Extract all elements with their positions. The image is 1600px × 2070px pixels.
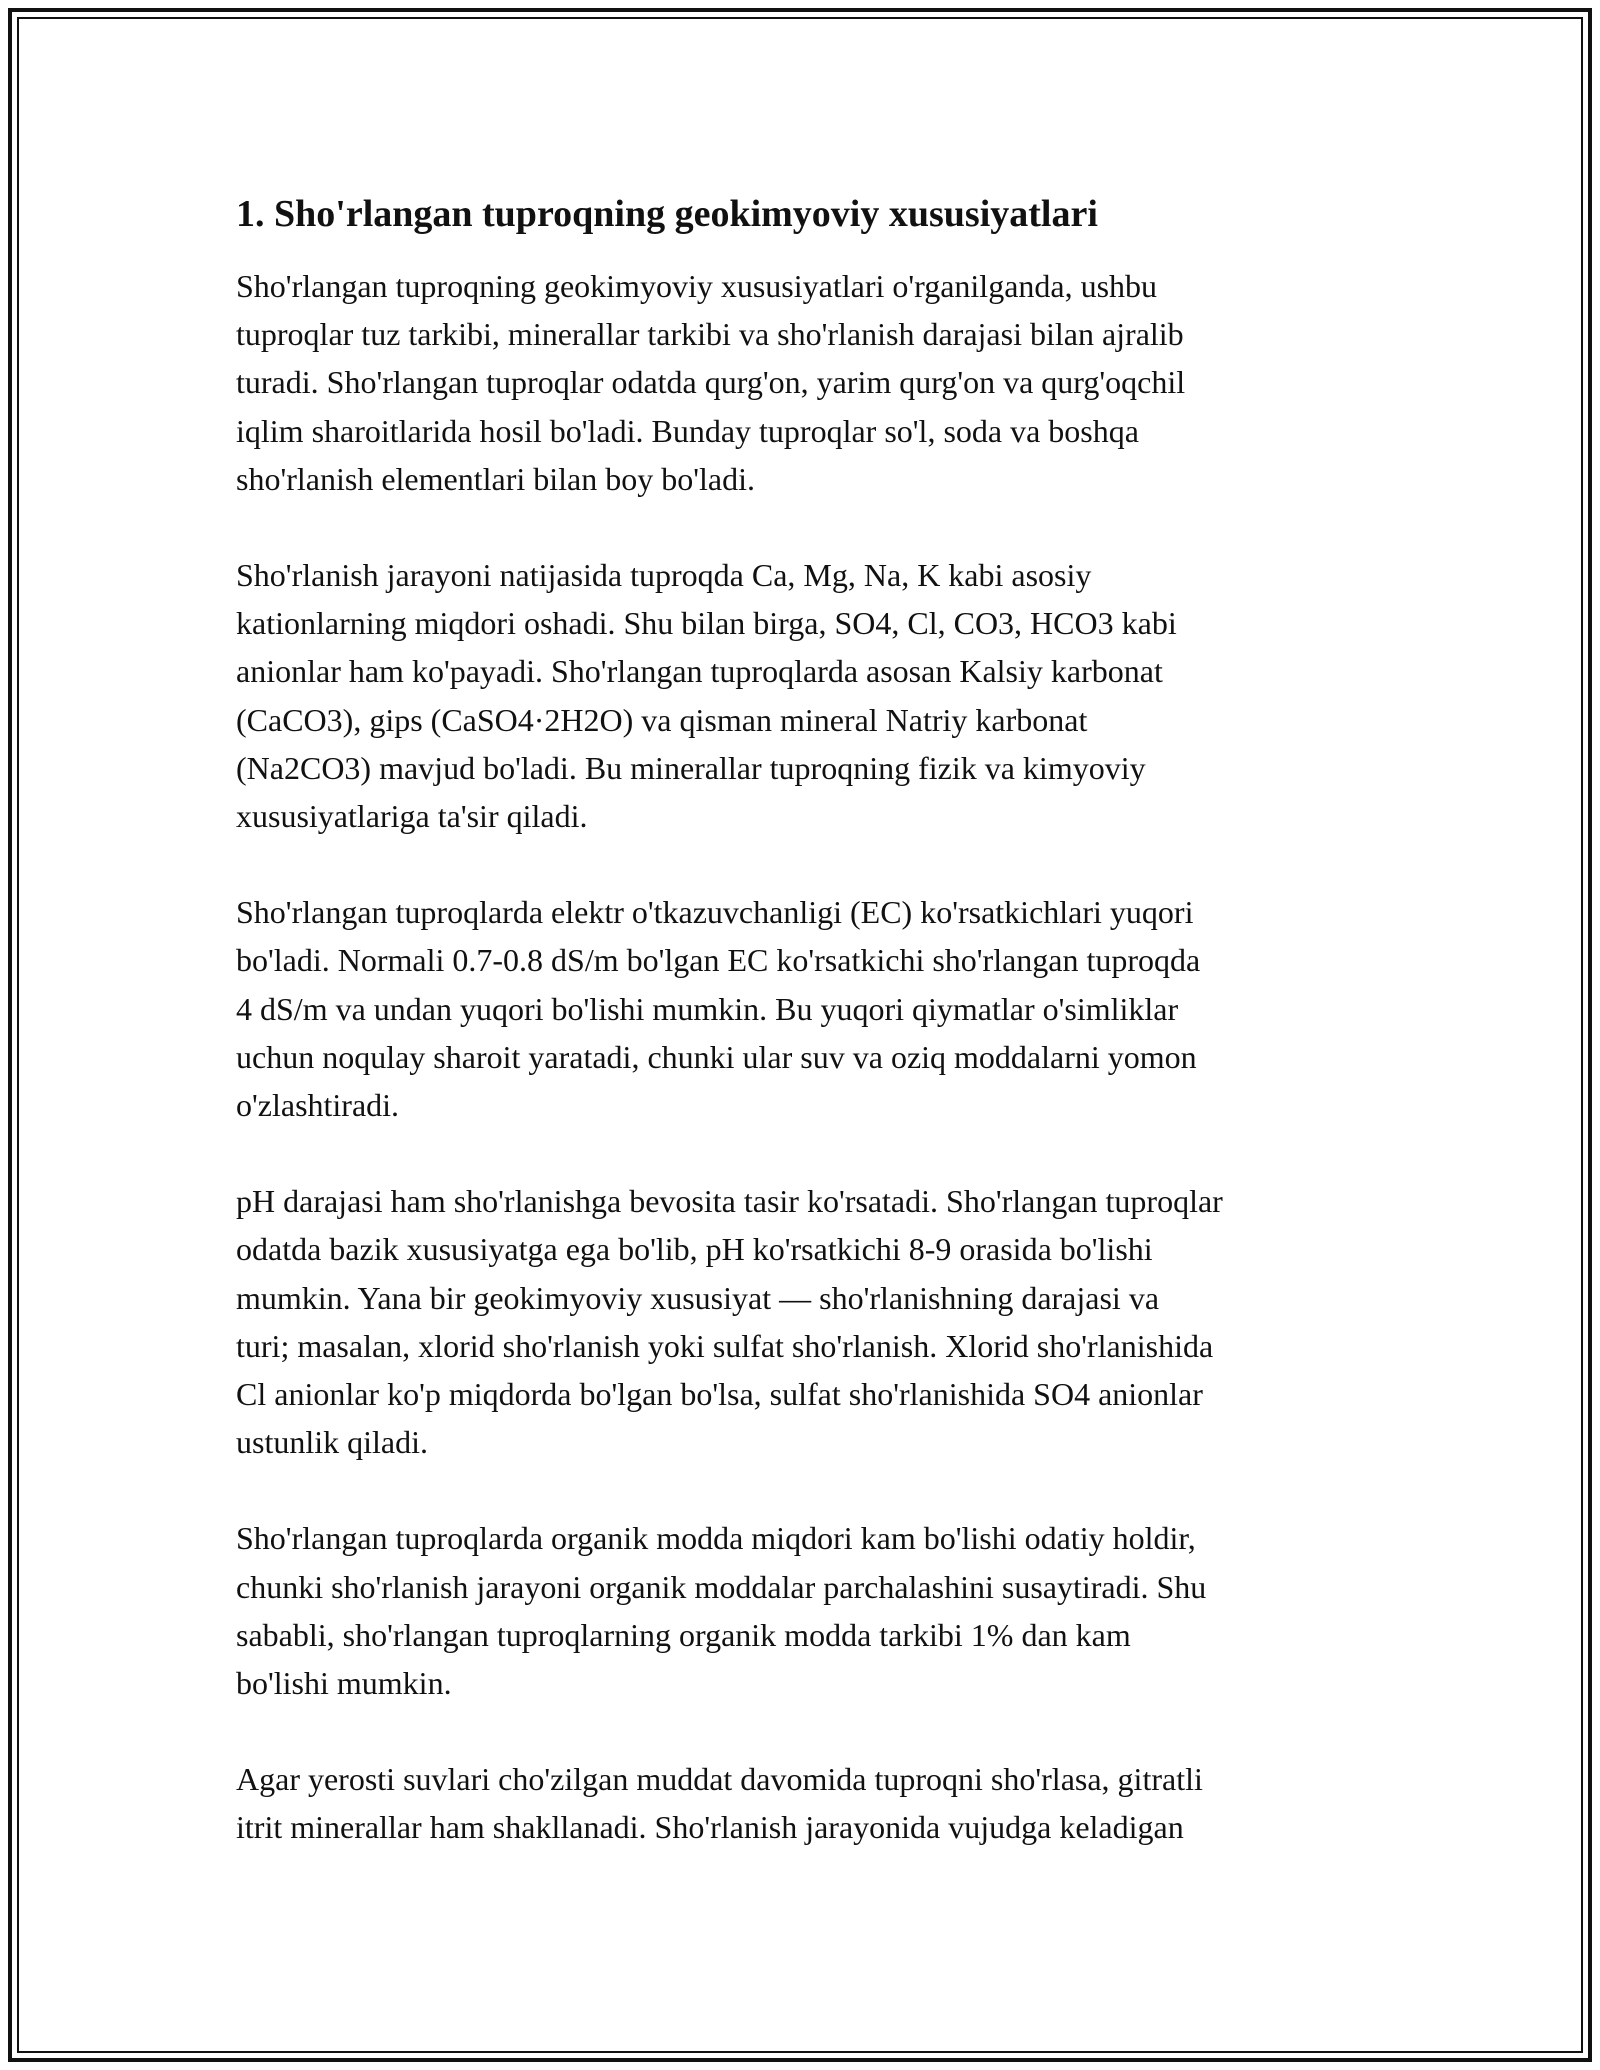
text-line: Sho'rlanish jarayoni natijasida tuproqda Ca, Mg, Na, K kabi asosiy — [236, 557, 1092, 594]
text-line: xususiyatlariga ta'sir qiladi. — [236, 798, 588, 835]
text-line: ustunlik qiladi. — [236, 1424, 428, 1461]
document-body — [236, 186, 1386, 1900]
paragraph-4 — [236, 1177, 1386, 1466]
text-line: sho'rlanish elementlari bilan boy bo'ladi. — [236, 460, 755, 497]
text-line: (CaCO3), gips (CaSO4·2H2O) va qisman mineral Natriy karbonat — [236, 701, 1088, 738]
paragraph-1 — [236, 262, 1386, 503]
text-line: odatda bazik xususiyatga ega bo'lib, pH ko'rsatkichi 8-9 orasida bo'lishi — [236, 1231, 1153, 1268]
text-line: bo'lishi mumkin. — [236, 1665, 452, 1702]
text-line: uchun noqulay sharoit yaratadi, chunki ular suv va oziq moddalarni yomon — [236, 1038, 1197, 1075]
text-line: Cl anionlar ko'p miqdorda bo'lgan bo'lsa, sulfat sho'rlanishida SO4 anionlar — [236, 1376, 1203, 1413]
text-line: turi; masalan, xlorid sho'rlanish yoki sulfat sho'rlanish. Xlorid sho'rlanishida — [236, 1327, 1214, 1364]
text-line: Sho'rlangan tuproqning geokimyoviy xususiyatlari o'rganilganda, ushbu — [236, 268, 1158, 304]
text-line: anionlar ham ko'payadi. Sho'rlangan tuproqlarda asosan Kalsiy karbonat — [236, 653, 1163, 690]
text-line: tuproqlar tuz tarkibi, minerallar tarkibi va sho'rlanish darajasi bilan ajralib — [236, 316, 1184, 353]
paragraph-6 — [236, 1755, 1386, 1851]
text-line: 4 dS/m va undan yuqori bo'lishi mumkin. Bu yuqori qiymatlar o'simliklar — [236, 990, 1179, 1027]
text-line: bo'ladi. Normali 0.7-0.8 dS/m bo'lgan EC ko'rsatkichi sho'rlangan tuproqda — [236, 942, 1201, 979]
paragraph-5 — [236, 1514, 1386, 1707]
text-line: Sho'rlangan tuproqlarda organik modda miqdori kam bo'lishi odatiy holdir, — [236, 1520, 1196, 1557]
text-line: (Na2CO3) mavjud bo'ladi. Bu minerallar tuproqning fizik va kimyoviy — [236, 749, 1146, 786]
text-line: sababli, sho'rlangan tuproqlarning organik modda tarkibi 1% dan kam — [236, 1616, 1131, 1653]
text-line: kationlarning miqdori oshadi. Shu bilan birga, SO4, Cl, CO3, HCO3 kabi — [236, 605, 1177, 642]
text-line: Agar yerosti suvlari cho'zilgan muddat davomida tuproqni sho'rlasa, gitratli — [236, 1761, 1203, 1798]
text-line: Sho'rlangan tuproqlarda elektr o'tkazuvchanligi (EC) ko'rsatkichlari yuqori — [236, 894, 1194, 931]
paragraph-2 — [236, 551, 1386, 840]
text-line: chunki sho'rlanish jarayoni organik moddalar parchalashini susaytiradi. Shu — [236, 1568, 1207, 1605]
paragraph-3 — [236, 888, 1386, 1129]
text-line: itrit minerallar ham shakllanadi. Sho'rlanish jarayonida vujudga keladigan — [236, 1809, 1184, 1846]
text-line: iqlim sharoitlarida hosil bo'ladi. Bunday tuproqlar so'l, soda va boshqa — [236, 412, 1139, 449]
text-line: turadi. Sho'rlangan tuproqlar odatda qurg'on, yarim qurg'on va qurg'oqchil — [236, 364, 1186, 401]
section-heading: 1. Sho'rlangan tuproqning geokimyoviy xususiyatlari — [236, 193, 1098, 235]
text-line: o'zlashtiradi. — [236, 1087, 400, 1124]
text-line: pH darajasi ham sho'rlanishga bevosita tasir ko'rsatadi. Sho'rlangan tuproqlar — [236, 1183, 1223, 1220]
text-line: mumkin. Yana bir geokimyoviy xususiyat — sho'rlanishning darajasi va — [236, 1279, 1160, 1316]
